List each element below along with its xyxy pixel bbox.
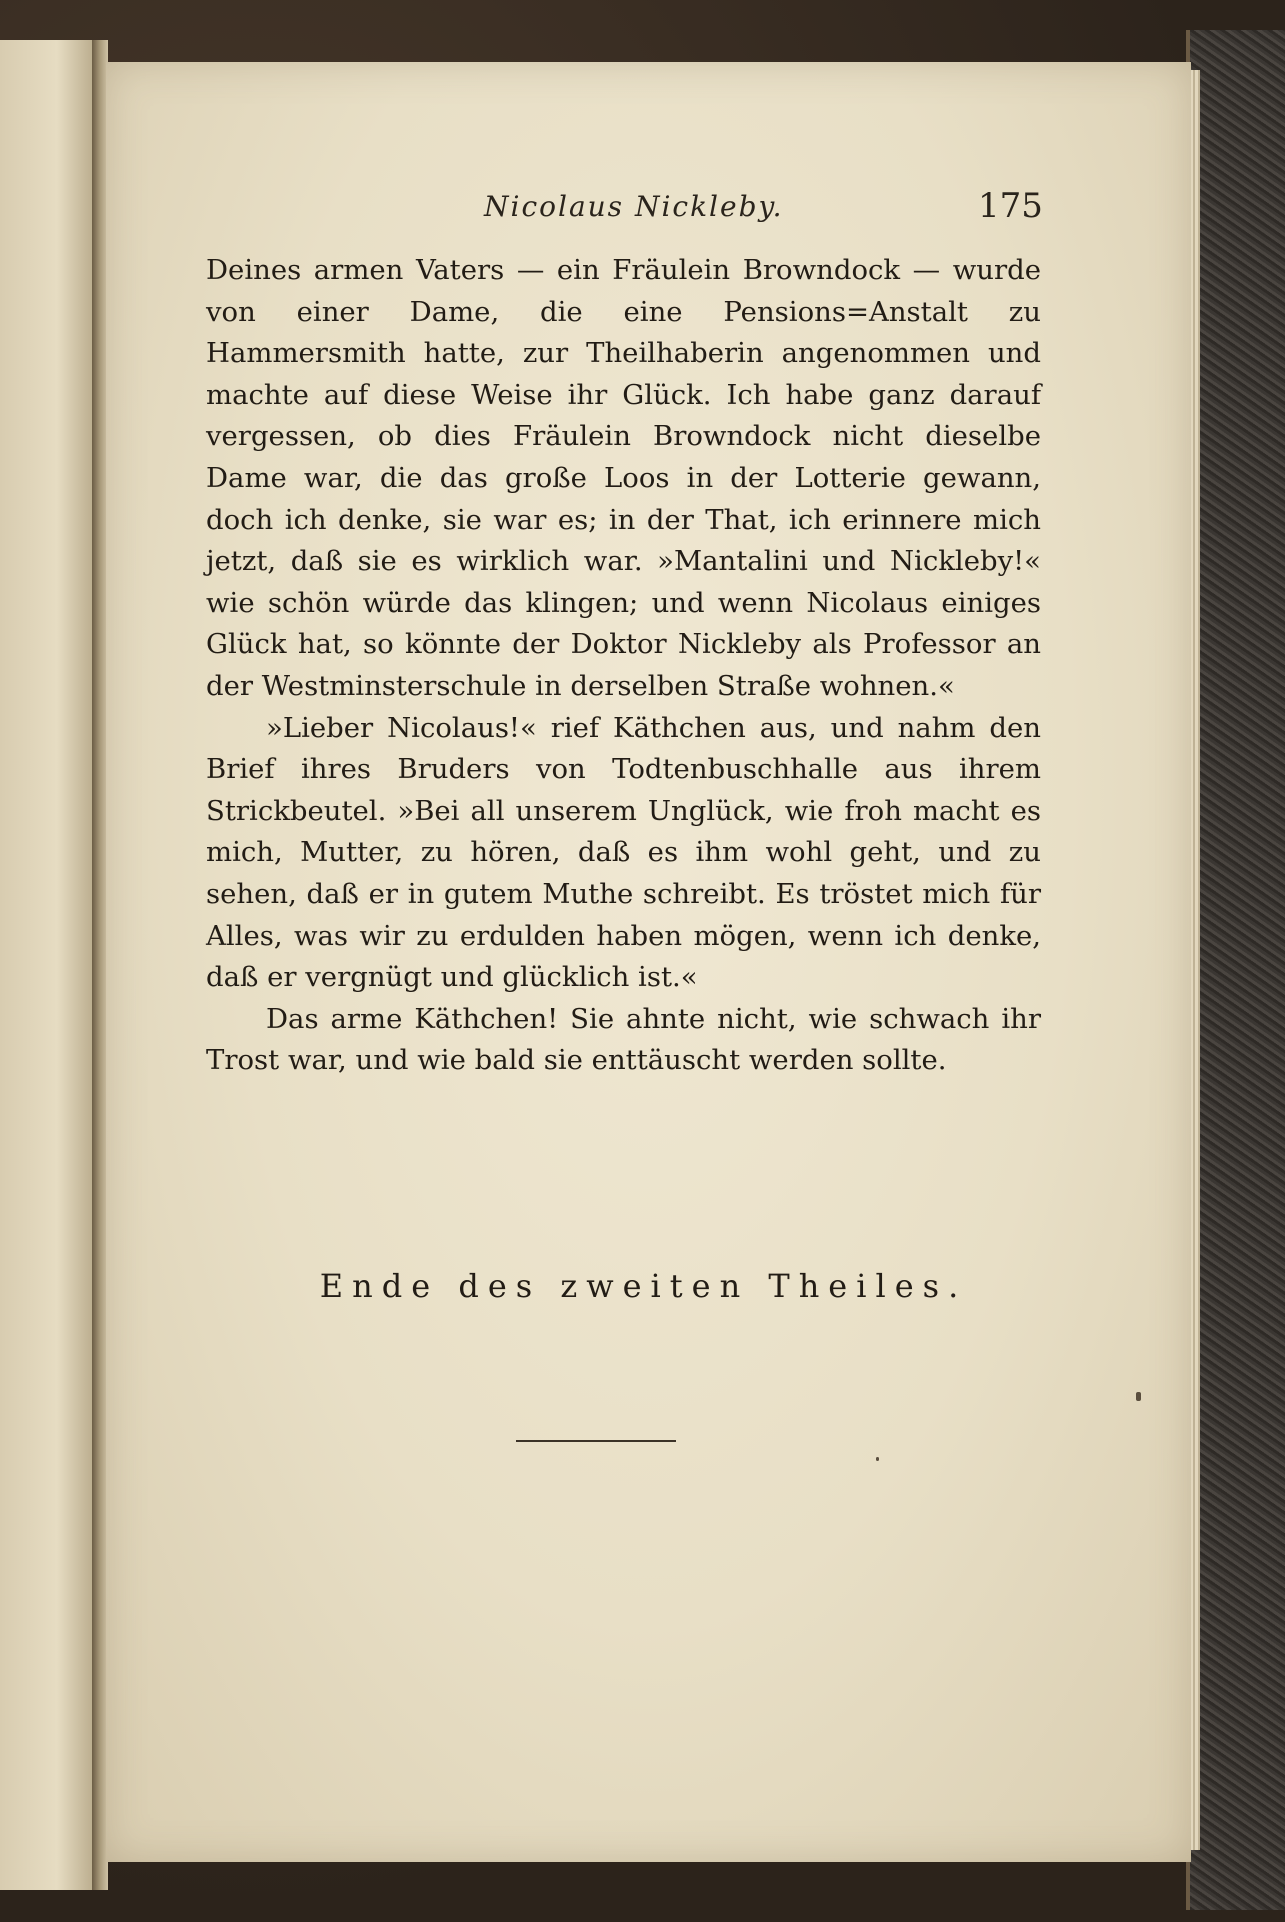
page-number: 175 — [978, 186, 1043, 226]
book-page — [106, 62, 1191, 1862]
running-head — [106, 186, 1191, 246]
body-text — [206, 250, 1041, 1082]
book-cover-edge — [1186, 30, 1285, 1910]
paper-speck — [876, 1457, 879, 1461]
paragraph-1: Deines armen Vaters — ein Fräulein Browndock — wurde von einer Dame, die eine Pensions=Anstalt zu Hammersmith hatte, zur Theilhaberin angenommen und machte auf diese Weise ihr Glück. Ich habe ganz darauf vergessen, ob dies Fräulein Browndock nicht dieselbe Dame war, die das große Loos in der Lotterie gewann, doch ich denke, sie war es; in der That, ich erinnere mich jetzt, daß sie es wirklich war. »Mantalini und Nickleby!« wie schön würde das klingen; und wenn Nicolaus einiges Glück hat, so könnte der Doktor Nickleby als Professor an der Westminsterschule in derselben Straße wohnen.« — [206, 254, 1041, 702]
closing-line: Ende des zweiten Theiles. — [319, 1267, 968, 1305]
left-page-edge — [0, 40, 98, 1890]
paper-speck — [1136, 1392, 1141, 1401]
paragraph-3: Das arme Käthchen! Sie ahnte nicht, wie schwach ihr Trost war, und wie bald sie enttäuscht werden sollte. — [206, 1002, 1041, 1077]
running-title: Nicolaus Nickleby. — [484, 190, 784, 223]
end-rule — [516, 1440, 676, 1442]
paragraph-2: »Lieber Nicolaus!« rief Käthchen aus, und nahm den Brief ihres Bruders von Todtenbuschhalle aus ihrem Strickbeutel. »Bei all unserem Unglück, wie froh macht es mich, Mutter, zu hören, daß es ihm wohl geht, und zu sehen, daß er in gutem Muthe schreibt. Es tröstet mich für Alles, was wir zu erdulden haben mögen, wenn ich denke, daß er vergnügt und glücklich ist.« — [206, 711, 1041, 994]
